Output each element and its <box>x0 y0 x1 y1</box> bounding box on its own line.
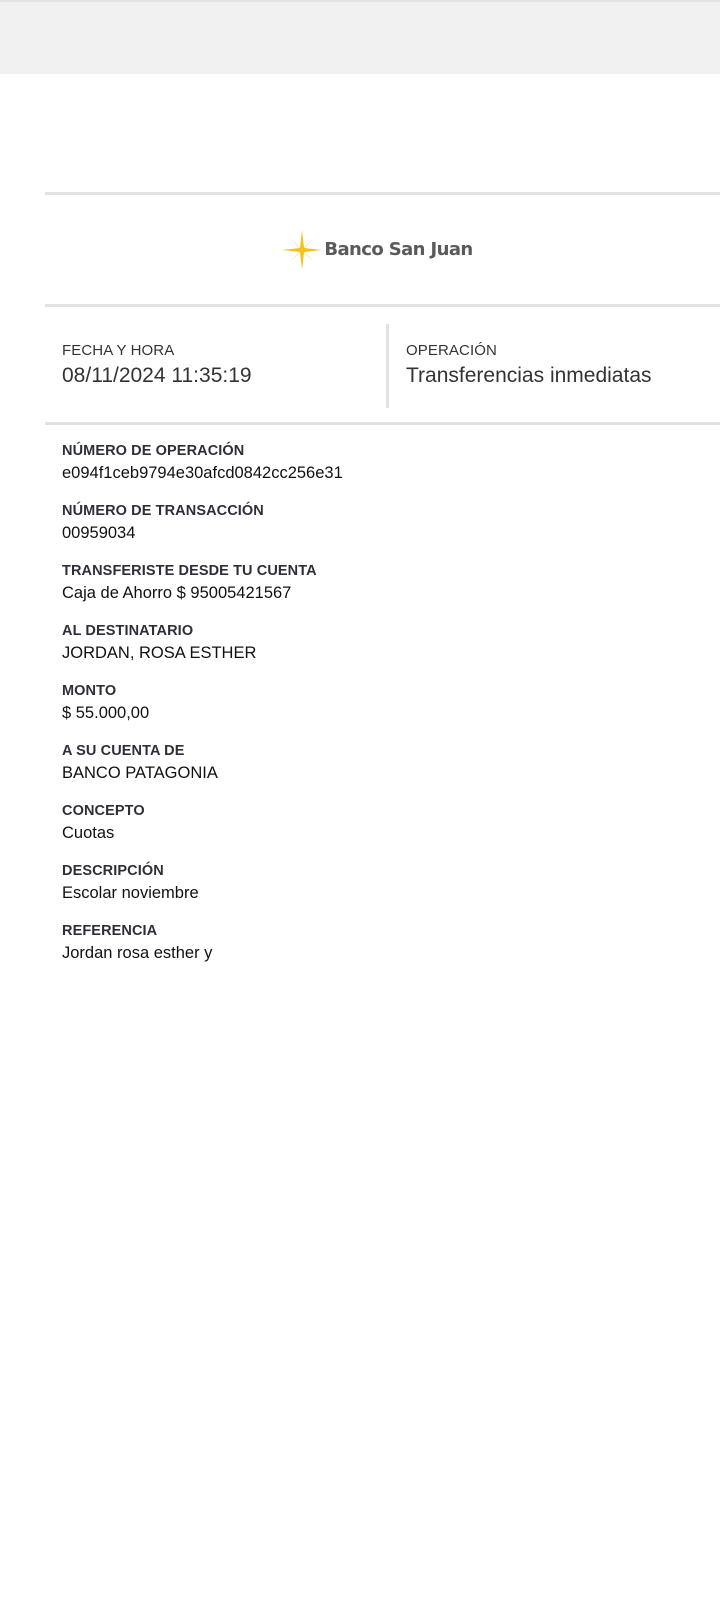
field-value: BANCO PATAGONIA <box>62 764 218 782</box>
star-burst-icon <box>282 230 322 270</box>
field-label: A SU CUENTA DE <box>62 743 185 759</box>
field-label: NÚMERO DE TRANSACCIÓN <box>62 503 264 519</box>
top-app-bar <box>0 0 720 74</box>
date-block <box>45 307 386 422</box>
transfer-receipt <box>45 192 720 982</box>
field-concept <box>62 802 720 844</box>
field-reference <box>62 922 720 964</box>
field-destination-bank <box>62 742 720 784</box>
operation-block <box>389 307 652 422</box>
details-list <box>45 425 720 964</box>
field-value: Escolar noviembre <box>62 884 199 902</box>
logo-row <box>45 195 720 304</box>
field-recipient <box>62 622 720 664</box>
field-label: DESCRIPCIÓN <box>62 863 164 879</box>
field-value: $ 55.000,00 <box>62 704 150 722</box>
field-value: e094f1ceb9794e30afcd0842cc256e31 <box>62 464 343 482</box>
field-label: AL DESTINATARIO <box>62 623 194 639</box>
field-value: JORDAN, ROSA ESTHER <box>62 644 257 662</box>
field-label: MONTO <box>62 683 117 699</box>
operation-label: OPERACIÓN <box>406 342 497 359</box>
field-value: Cuotas <box>62 824 115 842</box>
bank-logo <box>282 230 472 270</box>
field-description <box>62 862 720 904</box>
date-label: FECHA Y HORA <box>62 342 175 359</box>
operation-value: Transferencias inmediatas <box>406 364 652 387</box>
field-source-account <box>62 562 720 604</box>
field-value: 00959034 <box>62 524 136 542</box>
field-label: TRANSFERISTE DESDE TU CUENTA <box>62 563 317 579</box>
field-label: REFERENCIA <box>62 923 158 939</box>
field-value: Caja de Ahorro $ 95005421567 <box>62 584 292 602</box>
summary-row <box>45 307 720 422</box>
field-amount <box>62 682 720 724</box>
field-label: NÚMERO DE OPERACIÓN <box>62 443 245 459</box>
field-label: CONCEPTO <box>62 803 145 819</box>
field-transaction-number <box>62 502 720 544</box>
bank-name: Banco San Juan <box>324 239 473 260</box>
field-operation-number <box>62 442 720 484</box>
field-value: Jordan rosa esther y <box>62 944 213 962</box>
date-value: 08/11/2024 11:35:19 <box>62 364 252 387</box>
